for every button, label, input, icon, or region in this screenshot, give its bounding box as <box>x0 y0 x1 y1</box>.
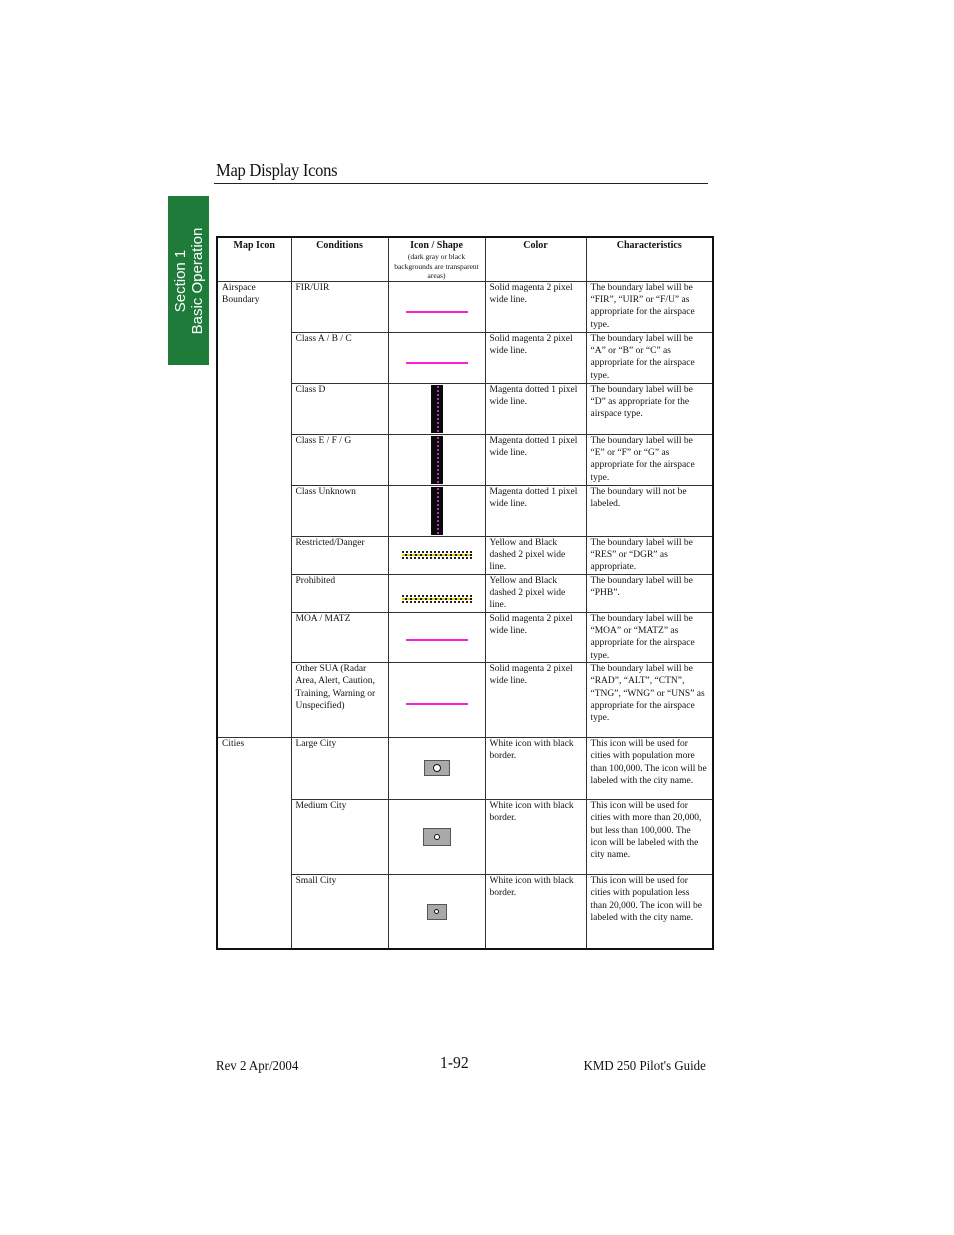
characteristics-cell: This icon will be used for cities with more than 20,000, but less than 100,000. The icon will be labeled with the city name. <box>586 799 713 874</box>
map-icon-cell <box>217 332 291 383</box>
shape-cell <box>388 662 485 737</box>
characteristics-cell: The boundary label will be “D” as appropriate for the airspace type. <box>586 383 713 434</box>
characteristics-cell: The boundary label will be “PHB”. <box>586 574 713 612</box>
col-header-shape-note: (dark gray or black backgrounds are transparent areas) <box>394 252 479 281</box>
magenta-line-icon <box>406 639 468 641</box>
map-icon-cell <box>217 485 291 536</box>
characteristics-cell: The boundary will not be labeled. <box>586 485 713 536</box>
col-header-characteristics: Characteristics <box>586 237 713 281</box>
map-icon-cell <box>217 662 291 737</box>
section-tab <box>168 196 209 365</box>
color-cell: Yellow and Black dashed 2 pixel wide line. <box>485 536 586 574</box>
table-row <box>217 281 713 332</box>
table-row <box>217 799 713 874</box>
condition-cell: MOA / MATZ <box>291 612 388 662</box>
characteristics-cell: The boundary label will be “RES” or “DGR” as appropriate. <box>586 536 713 574</box>
map-icon-cell: Airspace Boundary <box>217 281 291 332</box>
table-row <box>217 536 713 574</box>
color-cell: White icon with black border. <box>485 799 586 874</box>
section-tab-label <box>172 227 206 334</box>
condition-cell: Class D <box>291 383 388 434</box>
condition-cell: Class Unknown <box>291 485 388 536</box>
title-rule <box>214 183 708 184</box>
table-header-row <box>217 237 713 281</box>
map-icon-cell <box>217 536 291 574</box>
color-cell: White icon with black border. <box>485 874 586 949</box>
table-row <box>217 737 713 799</box>
magenta-line-icon <box>406 311 468 313</box>
map-icon-cell <box>217 874 291 949</box>
table-row <box>217 332 713 383</box>
shape-cell <box>388 612 485 662</box>
shape-cell <box>388 799 485 874</box>
map-icon-cell: Cities <box>217 737 291 799</box>
shape-cell <box>388 332 485 383</box>
shape-cell <box>388 874 485 949</box>
color-cell: Solid magenta 2 pixel wide line. <box>485 612 586 662</box>
small-city-icon <box>427 904 447 920</box>
table-row <box>217 383 713 434</box>
col-header-shape-label: Icon / Shape <box>410 240 463 251</box>
characteristics-cell: This icon will be used for cities with population more than 100,000. The icon will be labeled with the city name. <box>586 737 713 799</box>
table-row <box>217 612 713 662</box>
map-icon-cell <box>217 799 291 874</box>
section-name: Basic Operation <box>188 227 206 334</box>
characteristics-cell: The boundary label will be “MOA” or “MATZ” as appropriate for the airspace type. <box>586 612 713 662</box>
page-title: Map Display Icons <box>216 160 338 180</box>
condition-cell: Large City <box>291 737 388 799</box>
color-cell: Solid magenta 2 pixel wide line. <box>485 662 586 737</box>
characteristics-cell: The boundary label will be “FIR”, “UIR” or “F/U” as appropriate for the airspace type. <box>586 281 713 332</box>
characteristics-cell: The boundary label will be “RAD”, “ALT”, “CTN”, “TNG”, “WNG” or “UNS” as appropriate for the airspace type. <box>586 662 713 737</box>
color-cell: Yellow and Black dashed 2 pixel wide line. <box>485 574 586 612</box>
magenta-line-icon <box>406 362 468 364</box>
condition-cell: Restricted/Danger <box>291 536 388 574</box>
map-icon-cell <box>217 612 291 662</box>
condition-cell: Class E / F / G <box>291 434 388 485</box>
magenta-dotted-line-icon <box>431 385 443 433</box>
shape-cell <box>388 383 485 434</box>
col-header-shape <box>388 237 485 281</box>
shape-cell <box>388 737 485 799</box>
condition-cell: Class A / B / C <box>291 332 388 383</box>
condition-cell: Medium City <box>291 799 388 874</box>
condition-cell: Other SUA (Radar Area, Alert, Caution, Training, Warning or Unspecified) <box>291 662 388 737</box>
magenta-line-icon <box>406 703 468 705</box>
footer-revision: Rev 2 Apr/2004 <box>216 1059 299 1074</box>
color-cell: Solid magenta 2 pixel wide line. <box>485 281 586 332</box>
condition-cell: Small City <box>291 874 388 949</box>
map-icon-cell <box>217 383 291 434</box>
color-cell: Magenta dotted 1 pixel wide line. <box>485 383 586 434</box>
footer-page-number: 1-92 <box>440 1053 469 1072</box>
color-cell: Solid magenta 2 pixel wide line. <box>485 332 586 383</box>
condition-cell: Prohibited <box>291 574 388 612</box>
yellow-dashed-line-icon <box>402 551 472 559</box>
col-header-color: Color <box>485 237 586 281</box>
medium-city-icon <box>423 828 451 846</box>
shape-cell <box>388 434 485 485</box>
col-header-conditions: Conditions <box>291 237 388 281</box>
table-row <box>217 574 713 612</box>
shape-cell <box>388 485 485 536</box>
color-cell: Magenta dotted 1 pixel wide line. <box>485 485 586 536</box>
magenta-dotted-line-icon <box>431 436 443 484</box>
footer-guide-title: KMD 250 Pilot's Guide <box>583 1059 706 1074</box>
section-number: Section 1 <box>171 249 189 312</box>
color-cell: Magenta dotted 1 pixel wide line. <box>485 434 586 485</box>
shape-cell <box>388 536 485 574</box>
table-row <box>217 485 713 536</box>
map-icon-cell <box>217 434 291 485</box>
map-icon-cell <box>217 574 291 612</box>
characteristics-cell: The boundary label will be “E” or “F” or “G” as appropriate for the airspace type. <box>586 434 713 485</box>
shape-cell <box>388 574 485 612</box>
col-header-map-icon: Map Icon <box>217 237 291 281</box>
table-row <box>217 434 713 485</box>
yellow-dashed-line-icon <box>402 595 472 603</box>
characteristics-cell: The boundary label will be “A” or “B” or “C” as appropriate for the airspace type. <box>586 332 713 383</box>
condition-cell: FIR/UIR <box>291 281 388 332</box>
characteristics-cell: This icon will be used for cities with population less than 20,000. The icon will be labeled with the city name. <box>586 874 713 949</box>
large-city-icon <box>424 760 450 776</box>
color-cell: White icon with black border. <box>485 737 586 799</box>
table-row <box>217 662 713 737</box>
shape-cell <box>388 281 485 332</box>
table-row <box>217 874 713 949</box>
magenta-dotted-line-icon <box>431 487 443 535</box>
map-icons-table <box>216 236 714 950</box>
